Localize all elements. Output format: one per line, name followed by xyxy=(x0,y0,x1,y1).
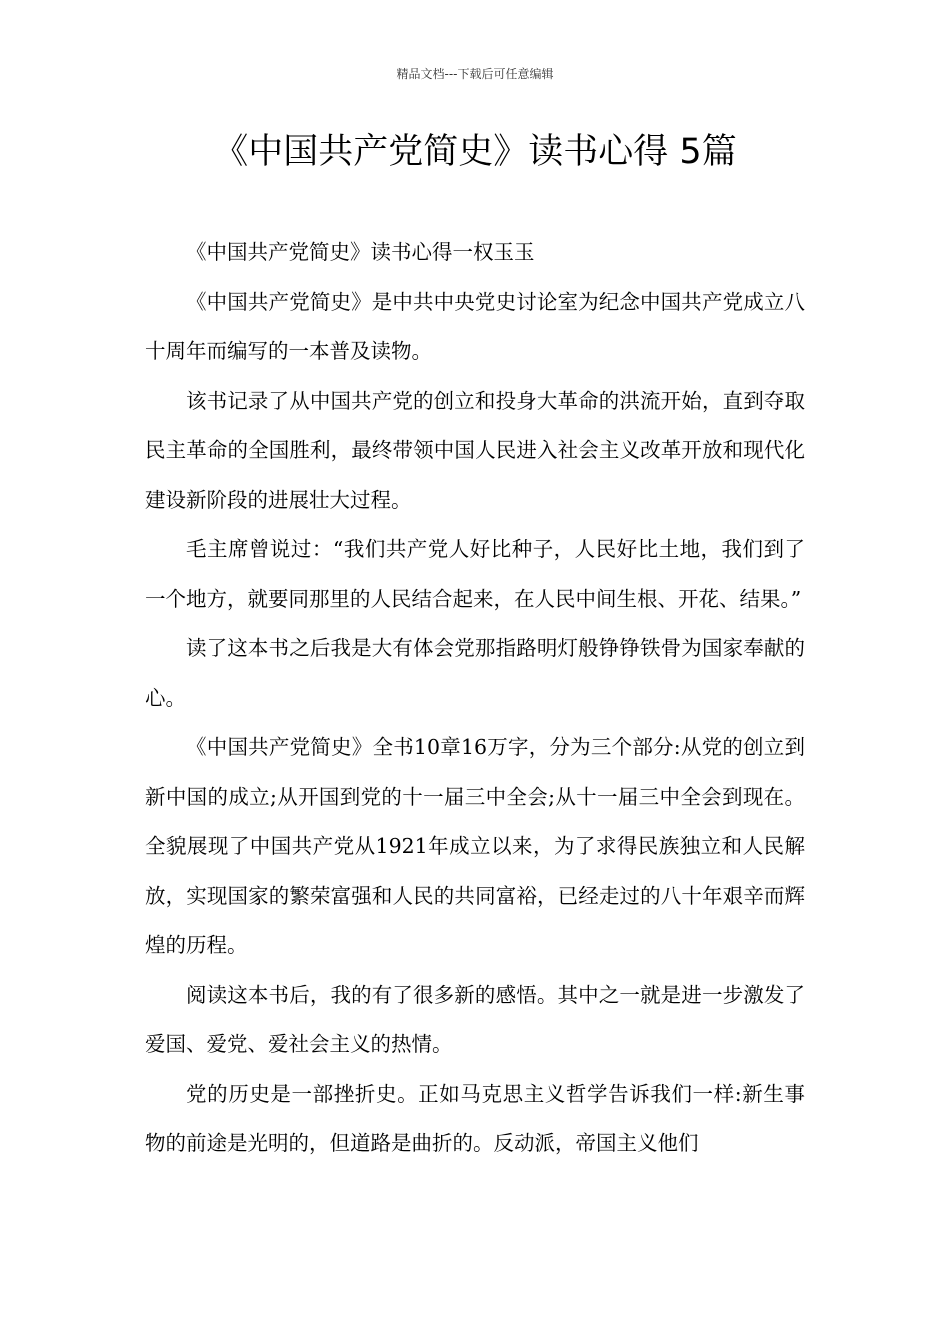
header-note: 精品文档---下载后可任意编辑 xyxy=(396,67,554,81)
document-title: 《中国共产党简史》读书心得 5篇 xyxy=(213,132,737,172)
paragraph: 该书记录了从中国共产党的创立和投身大革命的洪流开始，直到夺取民主革命的全国胜利，最终带领中国人民进入社会主义改革开放和现代化建设新阶段的进展壮大过程。 xyxy=(145,388,805,512)
paragraph-subtitle: 《中国共产党简史》读书心得一权玉玉 xyxy=(186,240,535,264)
document-body xyxy=(145,228,805,1169)
paragraph: 阅读这本书后，我的有了很多新的感悟。其中之一就是进一步激发了爱国、爱党、爱社会主义的热情。 xyxy=(145,982,805,1056)
paragraph-quote: 毛主席曾说过：“我们共产党人好比种子，人民好比土地，我们到了一个地方，就要同那里的人民结合起来，在人民中间生根、开花、结果。” xyxy=(145,537,805,611)
paragraph: 《中国共产党简史》是中共中央党史讨论室为纪念中国共产党成立八十周年而编写的一本普及读物。 xyxy=(145,289,805,363)
paragraph: 党的历史是一部挫折史。正如马克思主义哲学告诉我们一样:新生事物的前途是光明的，但道路是曲折的。反动派，帝国主义他们 xyxy=(145,1081,805,1155)
paragraph: 《中国共产党简史》全书10章16万字，分为三个部分:从党的创立到新中国的成立;从开国到党的十一届三中全会;从十一届三中全会到现在。全貌展现了中国共产党从1921年成立以来，为了求得民族独立和人民解放，实现国家的繁荣富强和人民的共同富裕，已经走过的八十年艰辛而辉煌的历程。 xyxy=(145,735,805,957)
paragraph: 读了这本书之后我是大有体会党那指路明灯般铮铮铁骨为国家奉献的心。 xyxy=(145,636,805,710)
